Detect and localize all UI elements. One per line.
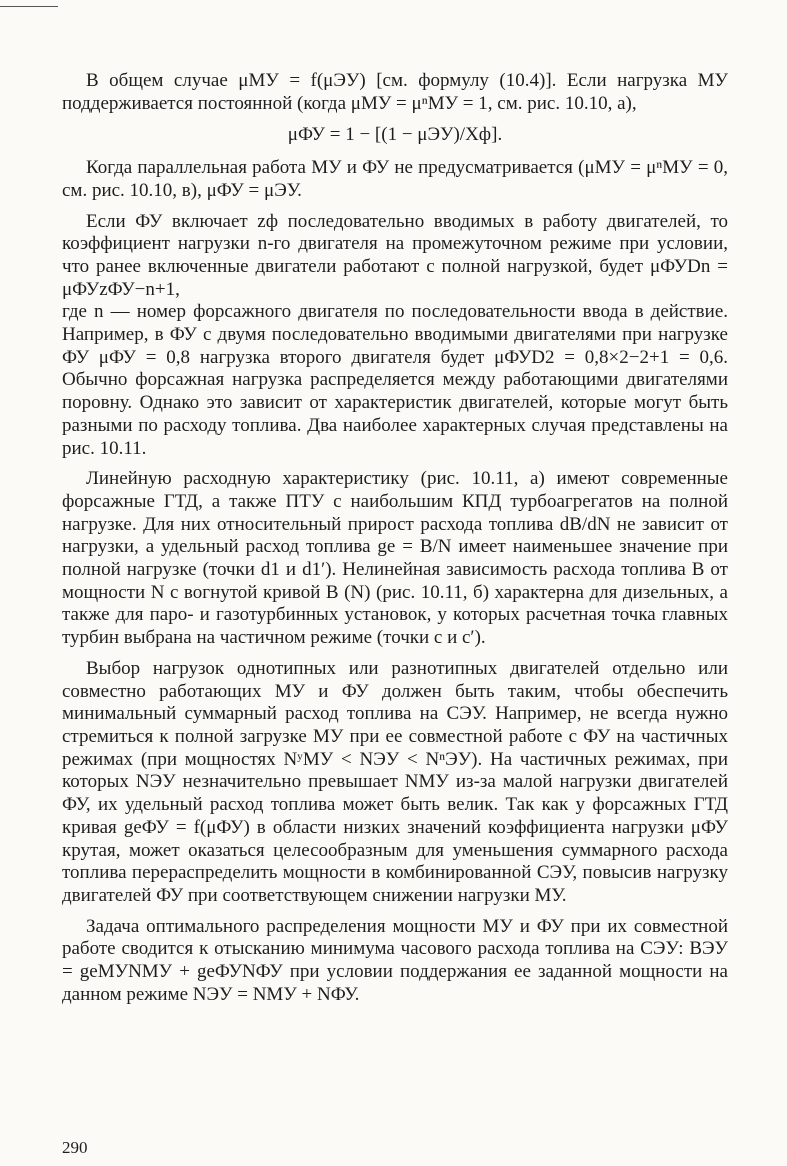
corner-rule (0, 6, 58, 7)
paragraph-sequential-engines: Если ФУ включает zф последовательно вводимых в работу двигателей, то коэффициент нагрузки n-го двигателя на промежуточном режиме при условии, что ранее включенные двигатели работают с полной нагрузкой, будет μФУDn = μФУzФУ−n+1, (62, 210, 728, 300)
page-body (62, 70, 728, 1006)
paragraph-no-parallel: Когда параллельная работа МУ и ФУ не предусматривается (μМУ = μⁿМУ = 0, см. рис. 10.10, в), μФУ = μЭУ. (62, 157, 728, 201)
paragraph-general-case: В общем случае μМУ = f(μЭУ) [см. формулу (10.4)]. Если нагрузка МУ поддерживается постоянной (когда μМУ = μⁿМУ = 1, см. рис. 10.10, а), (62, 70, 728, 114)
formula-mu-fu: μФУ = 1 − [(1 − μЭУ)/Xф]. (287, 124, 503, 146)
page-number: 290 (62, 1138, 88, 1157)
paragraph-load-choice: Выбор нагрузок однотипных или разнотипных двигателей отдельно или совместно работающих МУ и ФУ должен быть таким, чтобы обеспечить минимальный суммарный расход топлива на СЭУ. Например, не всегда нужно стремиться к полной загрузке МУ при ее совместной работе с ФУ на частичных режимах (при мощностях NʸМУ < NЭУ < NⁿЭУ). На частичных режимах, при которых NЭУ незначительно превышает NМУ из-за малой нагрузки двигателей ФУ, их удельный расход топлива может быть велик. Так как у форсажных ГТД кривая geФУ = f(μФУ) в области низких значений коэффициента нагрузки μФУ крутая, может оказаться целесообразным для уменьшения суммарного расхода топлива перераспределить мощности в комбинированной СЭУ, повысив нагрузку двигателей ФУ при соответствующем снижении нагрузки МУ. (62, 657, 728, 906)
paragraph-optimal-distribution: Задача оптимального распределения мощности МУ и ФУ при их совместной работе сводится к отысканию минимума часового расхода топлива на СЭУ: BЭУ = geМУNМУ + geФУNФУ при условии поддержания ее заданной мощности на данном режиме NЭУ = NМУ + NФУ. (62, 915, 728, 1005)
paragraph-example: где n — номер форсажного двигателя по последовательности ввода в действие. Например, в ФУ с двумя последовательно вводимыми двигателями при нагрузке ФУ μФУ = 0,8 нагрузка второго двигателя будет μФУD2 = 0,8×2−2+1 = 0,6. Обычно форсажная нагрузка распределяется между работающими двигателями поровну. Однако это зависит от характеристик двигателей, которые могут быть разными по расходу топлива. Два наиболее характерных случая представлены на рис. 10.11. (62, 301, 728, 459)
paragraph-linear-characteristic: Линейную расходную характеристику (рис. 10.11, а) имеют современные форсажные ГТД, а также ПТУ с наибольшим КПД турбоагрегатов на полной нагрузке. Для них относительный прирост расхода топлива dB/dN не зависит от нагрузки, а удельный расход топлива ge = B/N имеет наименьшее значение при полной нагрузке (точки d1 и d1′). Нелинейная зависимость расхода топлива B от мощности N с вогнутой кривой B (N) (рис. 10.11, б) характерна для дизельных, а также для паро- и газотурбинных установок, у которых расчетная точка главных турбин выбрана на частичном режиме (точки c и c′). (62, 468, 728, 649)
